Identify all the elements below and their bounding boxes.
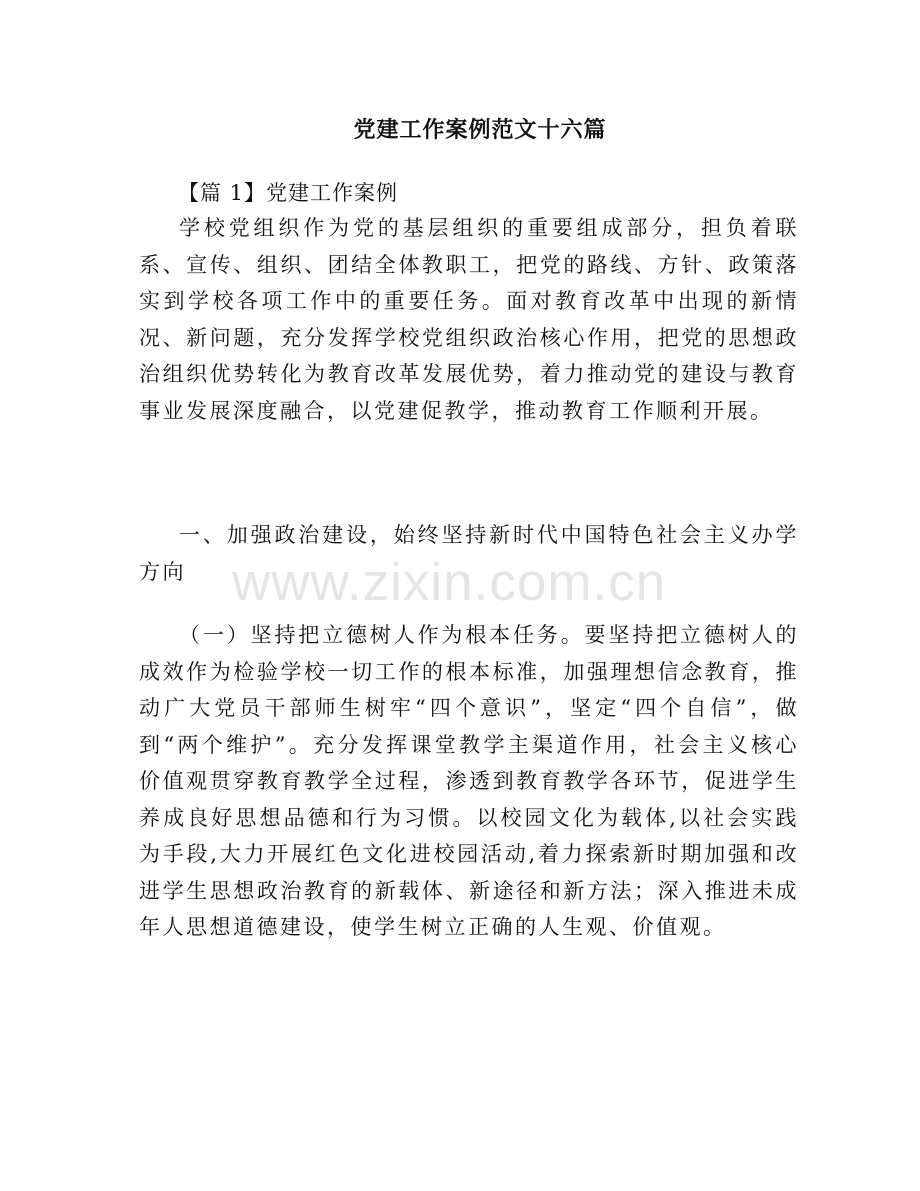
paragraph-intro: 学校党组织作为党的基层组织的重要组成部分，担负着联系、宣传、组织、团结全体教职工，把党的路线、方针、政策落实到学校各项工作中的重要任务。面对教育改革中出现的新情况、新问题，充分发挥学校党组织政治核心作用，把党的思想政治组织优势转化为教育改革发展优势，着力推动党的建设与教育事业发展深度融合，以党建促教学，推动教育工作顺利开展。 [139, 216, 799, 423]
paragraph-subsection-one: （一）坚持把立德树人作为根本任务。要坚持把立德树人的成效作为检验学校一切工作的根本标准，加强理想信念教育，推动广大党员干部师生树牢“四个意识”，坚定“四个自信”，做到“两个维护”。充分发挥课堂教学主渠道作用，社会主义核心价值观贯穿教育教学全过程，渗透到教育教学各环节，促进学生养成良好思想品德和行为习惯。以校园文化为载体,以社会实践为手段,大力开展红色文化进校园活动,着力探索新时期加强和改进学生思想政治教育的新载体、新途径和新方法；深入推进未成年人思想道德建设，使学生树立正确的人生观、价值观。 [139, 623, 799, 939]
watermark: www.zixin.com.cn [232, 553, 667, 612]
section-heading: 【篇 1】党建工作案例 [178, 181, 399, 205]
paragraph-heading-one: 一、加强政治建设，始终坚持新时代中国特色社会主义办学方向 [139, 523, 799, 584]
document-title: 党建工作案例范文十六篇 [353, 117, 607, 143]
